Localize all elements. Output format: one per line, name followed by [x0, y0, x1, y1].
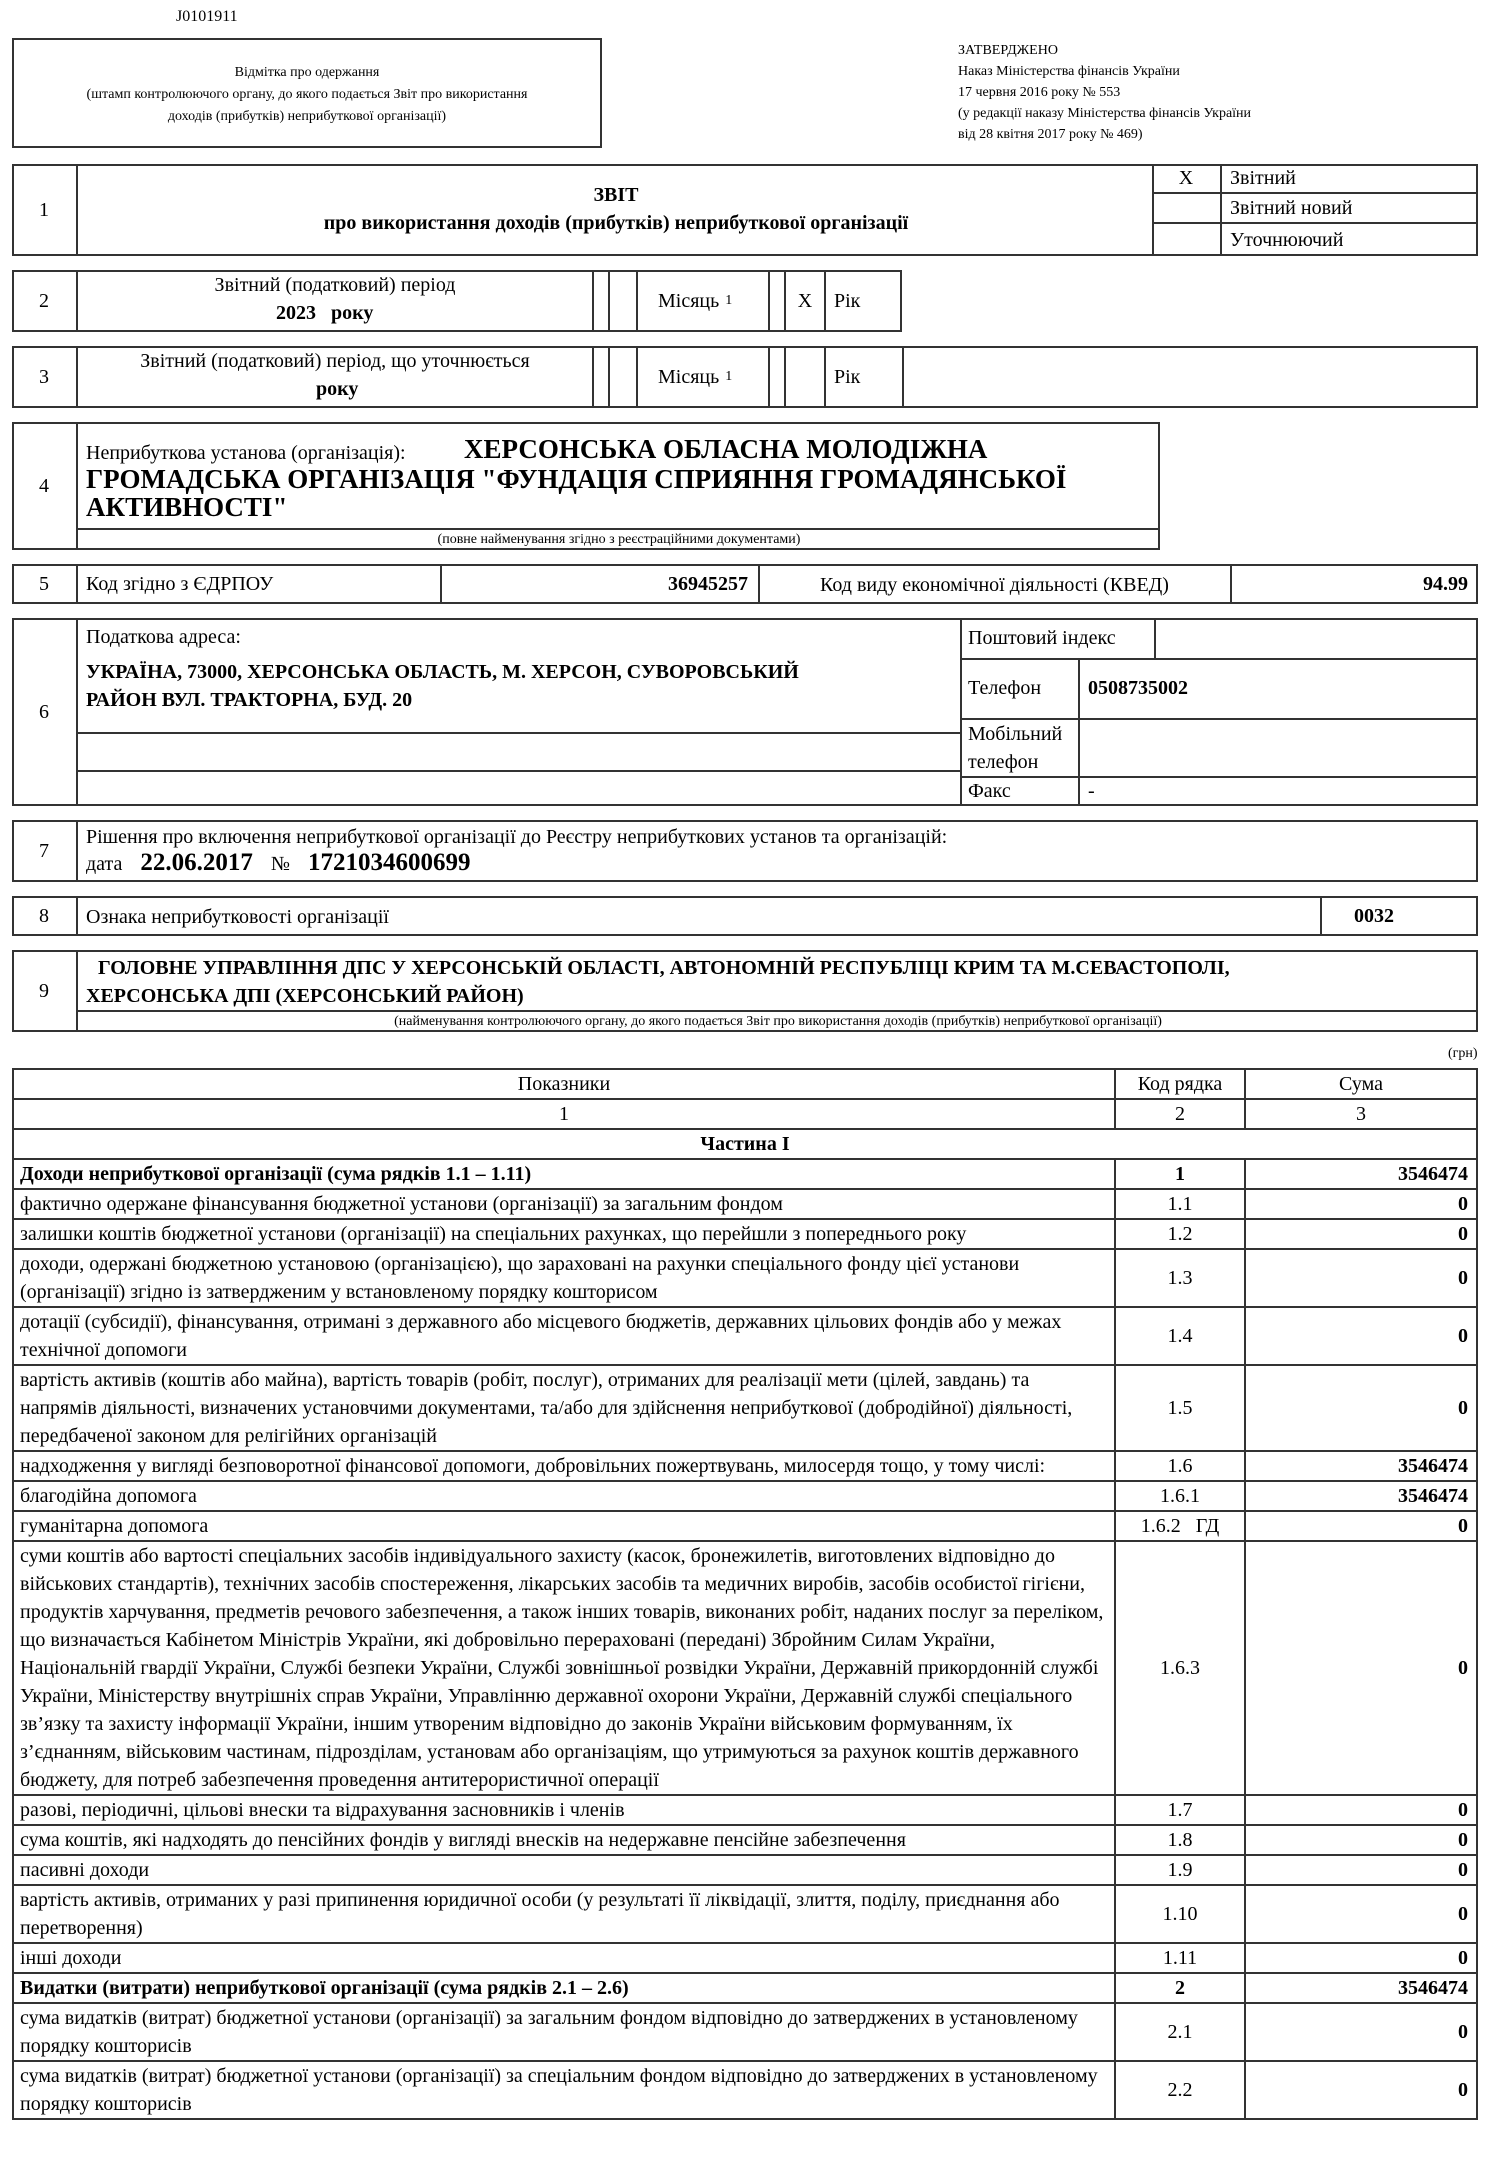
- year-label: Рік: [824, 346, 902, 408]
- mobile-value: [1080, 718, 1478, 776]
- table-row: [13, 1795, 1477, 1825]
- address-divider: [78, 770, 960, 772]
- cell-divider: [608, 270, 610, 332]
- unit-label: (грн): [1448, 1046, 1478, 1061]
- nonprofit-sign-label: Ознака неприбутковості організації: [86, 906, 389, 928]
- period-year-value: 2023: [276, 302, 316, 324]
- approved-line: від 28 квітня 2017 року № 469): [958, 127, 1143, 142]
- row-1-num: 1: [12, 164, 78, 256]
- mobile-label-cell: [960, 718, 1080, 776]
- org-name-line: ХЕРСОНСЬКА ОБЛАСНА МОЛОДІЖНА: [464, 434, 988, 464]
- postal-label: Поштовий індекс: [960, 618, 1156, 658]
- header-num: 2: [1115, 1099, 1245, 1129]
- cell-divider: [768, 346, 770, 408]
- part-title: Частина I: [13, 1129, 1477, 1159]
- table-row: [13, 2061, 1477, 2119]
- mobile-label: Мобільний: [968, 723, 1063, 745]
- row-label: надходження у вигляді безповоротної фінансової допомоги, добровільних пожертвувань, милосердя тощо, у тому числі:: [13, 1451, 1115, 1481]
- row-label: фактично одержане фінансування бюджетної установи (організації) за загальним фондом: [13, 1189, 1115, 1219]
- row-sum: 0: [1245, 1365, 1477, 1451]
- report-type-mark[interactable]: [1152, 194, 1222, 224]
- row-label: вартість активів (коштів або майна), вартість товарів (робіт, послуг), отриманих для реалізації мети (цілей, завдань) та напрямів діяльності, визначених установчими документами, та/або для здійснення неприбуткової (добродійної) діяльності, передбаченої законом для релігійних організацій: [13, 1365, 1115, 1451]
- row-label: сума видатків (витрат) бюджетної установи (організації) за спеціальним фондом відповідно до затверджених в установленому порядку кошторисів: [13, 2061, 1115, 2119]
- row-sum: 3546474: [1245, 1481, 1477, 1511]
- table-header-row: [13, 1069, 1477, 1099]
- row-6-num: 6: [12, 618, 78, 806]
- footnote: 1: [725, 369, 733, 384]
- stamp-line: доходів (прибутків) неприбуткової організації): [167, 109, 447, 124]
- row-1-box: [12, 164, 1154, 256]
- cell-divider: [608, 346, 610, 408]
- row-code: 1.1: [1115, 1189, 1245, 1219]
- tax-authority-note: (найменування контролюючого органу, до якого подається Звіт про використання доходів (прибутків) неприбуткової організації): [78, 1010, 1478, 1032]
- fax-label: Факс: [960, 776, 1080, 806]
- row-label: пасивні доходи: [13, 1855, 1115, 1885]
- table-row: [13, 1943, 1477, 1973]
- report-subtitle: про використання доходів (прибутків) неприбуткової організації: [323, 212, 909, 234]
- approved-line: ЗАТВЕРДЖЕНО: [958, 43, 1058, 58]
- registry-decision: [86, 848, 471, 881]
- header-code: Код рядка: [1115, 1069, 1245, 1099]
- stamp-box: [12, 38, 602, 148]
- row-sum: 0: [1245, 1189, 1477, 1219]
- table-row: [13, 1249, 1477, 1307]
- row-label: Доходи неприбуткової організації (сума рядків 1.1 – 1.11): [13, 1159, 1115, 1189]
- row-sum: 0: [1245, 2061, 1477, 2119]
- report-type-mark[interactable]: [1152, 224, 1222, 256]
- table-row: [13, 1885, 1477, 1943]
- row-5-num: 5: [12, 564, 78, 604]
- row-code: 1.5: [1115, 1365, 1245, 1451]
- row-sum: 3546474: [1245, 1159, 1477, 1189]
- table-row: [13, 1541, 1477, 1795]
- corrected-year-suffix: року: [316, 378, 359, 400]
- row-sum: 0: [1245, 1855, 1477, 1885]
- row-label: суми коштів або вартості спеціальних засобів індивідуального захисту (касок, бронежилетів, виготовлених відповідно до військових стандартів), технічних засобів спостереження, лікарських засобів та медичних виробів, засобів особистої гігієни, продуктів харчування, предметів речового забезпечення, а також інших товарів, виконаних робіт, наданих послуг за переліком, що визначається Кабінетом Міністрів України, які добровільно перераховані (передані) Збройним Силам України, Національній гвардії України, Службі безпеки України, Службі зовнішньої розвідки України, Державній прикордонній службі України, Міністерству внутрішніх справ України, Управлінню державної охорони України, Державній службі спеціального зв’язку та захисту інформації України, іншим утвореним відповідно до законів України військовим формуванням, їх з’єднанням, військовим частинам, підрозділам, установам або організаціям, що утримуються за рахунок коштів державного бюджету, для потреб забезпечення проведення антитерористичної операції: [13, 1541, 1115, 1795]
- org-name-line: ГРОМАДСЬКА ОРГАНІЗАЦІЯ "ФУНДАЦІЯ СПРИЯННЯ ГРОМАДЯНСЬКОЇ: [86, 464, 1067, 494]
- date-label: дата: [86, 853, 123, 875]
- row-code: 1.6.2 ГД: [1115, 1511, 1245, 1541]
- table-row: [13, 1855, 1477, 1885]
- approved-line: (у редакції наказу Міністерства фінансів України: [958, 106, 1252, 121]
- row-code: 1.3: [1115, 1249, 1245, 1307]
- row-label: вартість активів, отриманих у разі припинення юридичної особи (у результаті її ліквідації, злиття, поділу, приєднання або перетворення): [13, 1885, 1115, 1943]
- table-row: [13, 1973, 1477, 2003]
- phone-label: Телефон: [960, 658, 1080, 718]
- postal-value: [1156, 618, 1478, 658]
- cell-divider: [592, 270, 594, 332]
- row-sum: 0: [1245, 1511, 1477, 1541]
- table-header-num-row: [13, 1099, 1477, 1129]
- approved-line: Наказ Міністерства фінансів України: [958, 64, 1180, 79]
- table-row: [13, 1159, 1477, 1189]
- row-label: Видатки (витрати) неприбуткової організації (сума рядків 2.1 – 2.6): [13, 1973, 1115, 2003]
- row-label: сума коштів, які надходять до пенсійних фондів у вигляді внесків на недержавне пенсійне забезпечення: [13, 1825, 1115, 1855]
- table-row: [13, 1451, 1477, 1481]
- address-line: УКРАЇНА, 73000, ХЕРСОНСЬКА ОБЛАСТЬ, М. ХЕРСОН, СУВОРОВСЬКИЙ: [86, 661, 799, 683]
- row-4-num: 4: [12, 422, 78, 550]
- cell-divider: [784, 346, 786, 408]
- form-code: J0101911: [176, 8, 238, 25]
- header-sum: Сума: [1245, 1069, 1477, 1099]
- approved-block: [958, 40, 1251, 145]
- decision-number: 1721034600699: [308, 849, 471, 876]
- row-label: благодійна допомога: [13, 1481, 1115, 1511]
- org-name-line: АКТИВНОСТІ": [86, 492, 288, 522]
- header-indicators: Показники: [13, 1069, 1115, 1099]
- month-label-cell: [636, 346, 768, 408]
- address-label: Податкова адреса:: [86, 626, 241, 648]
- org-name-note: (повне найменування згідно з реєстраційними документами): [78, 528, 1160, 550]
- row-code: 1.7: [1115, 1795, 1245, 1825]
- row-sum: 0: [1245, 2003, 1477, 2061]
- row-label: разові, періодичні, цільові внески та відрахування засновників і членів: [13, 1795, 1115, 1825]
- row-code: 1.9: [1115, 1855, 1245, 1885]
- cell-divider: [902, 346, 904, 408]
- number-label: №: [270, 853, 290, 875]
- row-sum: 0: [1245, 1249, 1477, 1307]
- cell-divider: [592, 346, 594, 408]
- row-label: сума видатків (витрат) бюджетної установи (організації) за загальним фондом відповідно до затверджених в установленому порядку кошторисів: [13, 2003, 1115, 2061]
- report-table: [12, 1068, 1478, 2120]
- address-divider: [78, 732, 960, 734]
- phone-value: 0508735002: [1088, 676, 1188, 699]
- row-sum: 0: [1245, 1795, 1477, 1825]
- table-row: [13, 2003, 1477, 2061]
- period-year: [276, 302, 373, 325]
- approved-line: 17 червня 2016 року № 553: [958, 85, 1121, 100]
- row-code: 1.2: [1115, 1219, 1245, 1249]
- kved-label: Код виду економічної діяльності (КВЕД): [760, 566, 1232, 604]
- table-row: [13, 1365, 1477, 1451]
- row-label: гуманітарна допомога: [13, 1511, 1115, 1541]
- row-code: 1.6.3: [1115, 1541, 1245, 1795]
- row-sum: 0: [1245, 1825, 1477, 1855]
- row-label: доходи, одержані бюджетною установою (організацією), що зараховані на рахунки спеціального фонду цієї установи (організації) згідно із затвердженим у встановленому порядку кошторисом: [13, 1249, 1115, 1307]
- table-row: [13, 1189, 1477, 1219]
- tax-authority-line: ГОЛОВНЕ УПРАВЛІННЯ ДПС У ХЕРСОНСЬКІЙ ОБЛАСТІ, АВТОНОМНІЙ РЕСПУБЛІЦІ КРИМ ТА М.СЕВАСТОПОЛІ,: [98, 957, 1230, 979]
- decision-date: 22.06.2017: [140, 849, 253, 876]
- report-type-mark[interactable]: X: [1152, 164, 1222, 194]
- month-label-cell: [636, 270, 768, 332]
- row-sum: 0: [1245, 1943, 1477, 1973]
- row-9-num: 9: [12, 950, 78, 1032]
- table-row: [13, 1825, 1477, 1855]
- period-year-suffix: року: [331, 302, 374, 324]
- year-mark[interactable]: X: [784, 270, 824, 332]
- row-code: 2: [1115, 1973, 1245, 2003]
- cell-divider: [768, 270, 770, 332]
- part-title-row: [13, 1129, 1477, 1159]
- report-type-label: Звітний: [1222, 164, 1478, 194]
- month-label: Місяць: [658, 365, 720, 388]
- corrected-period-label: Звітний (податковий) період, що уточнюється: [140, 350, 530, 372]
- table-row: [13, 1307, 1477, 1365]
- stamp-line: Відмітка про одержання: [234, 65, 380, 80]
- row-code: 2.1: [1115, 2003, 1245, 2061]
- row-label: інші доходи: [13, 1943, 1115, 1973]
- row-code: 2.2: [1115, 2061, 1245, 2119]
- report-type-label: Уточнюючий: [1230, 228, 1344, 251]
- table-row: [13, 1219, 1477, 1249]
- report-type-label: Звітний новий: [1222, 194, 1478, 224]
- header-num: 3: [1245, 1099, 1477, 1129]
- nonprofit-sign-value: 0032: [1320, 896, 1478, 936]
- address-line: РАЙОН ВУЛ. ТРАКТОРНА, БУД. 20: [86, 689, 413, 711]
- org-label: Неприбуткова установа (організація):: [86, 442, 406, 464]
- row-label: залишки коштів бюджетної установи (організації) на спеціальних рахунках, що перейшли з попереднього року: [13, 1219, 1115, 1249]
- row-code: 1.10: [1115, 1885, 1245, 1943]
- row-3-num: 3: [12, 346, 78, 408]
- row-code: 1.6.1: [1115, 1481, 1245, 1511]
- report-title: ЗВІТ: [593, 184, 639, 206]
- row-sum: 0: [1245, 1885, 1477, 1943]
- fax-value: -: [1088, 779, 1095, 802]
- row-sum: 0: [1245, 1219, 1477, 1249]
- row-sum: 0: [1245, 1307, 1477, 1365]
- edrpou-value: 36945257: [442, 564, 760, 604]
- row-code: 1: [1115, 1159, 1245, 1189]
- stamp-line: (штамп контролюючого органу, до якого подається Звіт про використання: [86, 87, 528, 102]
- kved-value: 94.99: [1423, 572, 1468, 595]
- row-code: 1.6: [1115, 1451, 1245, 1481]
- row-2-num: 2: [12, 270, 78, 332]
- header-num: 1: [13, 1099, 1115, 1129]
- edrpou-label: Код згідно з ЄДРПОУ: [78, 564, 442, 604]
- table-row: [13, 1481, 1477, 1511]
- row-label: дотації (субсидії), фінансування, отримані з державного або місцевого бюджетів, державних цільових фондів або у межах технічної допомоги: [13, 1307, 1115, 1365]
- month-label: Місяць: [658, 289, 720, 312]
- row-sum: 3546474: [1245, 1973, 1477, 2003]
- row-code: 1.11: [1115, 1943, 1245, 1973]
- year-label: Рік: [824, 270, 902, 332]
- table-row: [13, 1511, 1477, 1541]
- period-label: Звітний (податковий) період: [214, 274, 456, 296]
- row-sum: 3546474: [1245, 1451, 1477, 1481]
- row-code: 1.4: [1115, 1307, 1245, 1365]
- registry-label: Рішення про включення неприбуткової організації до Реєстру неприбуткових установ та організацій:: [86, 826, 948, 848]
- tax-authority-line: ХЕРСОНСЬКА ДПІ (ХЕРСОНСЬКИЙ РАЙОН): [86, 985, 524, 1007]
- row-8-num: 8: [12, 896, 78, 936]
- row-sum: 0: [1245, 1541, 1477, 1795]
- footnote: 1: [725, 293, 733, 308]
- mobile-label: телефон: [968, 751, 1039, 773]
- row-7-num: 7: [12, 820, 78, 882]
- row-code: 1.8: [1115, 1825, 1245, 1855]
